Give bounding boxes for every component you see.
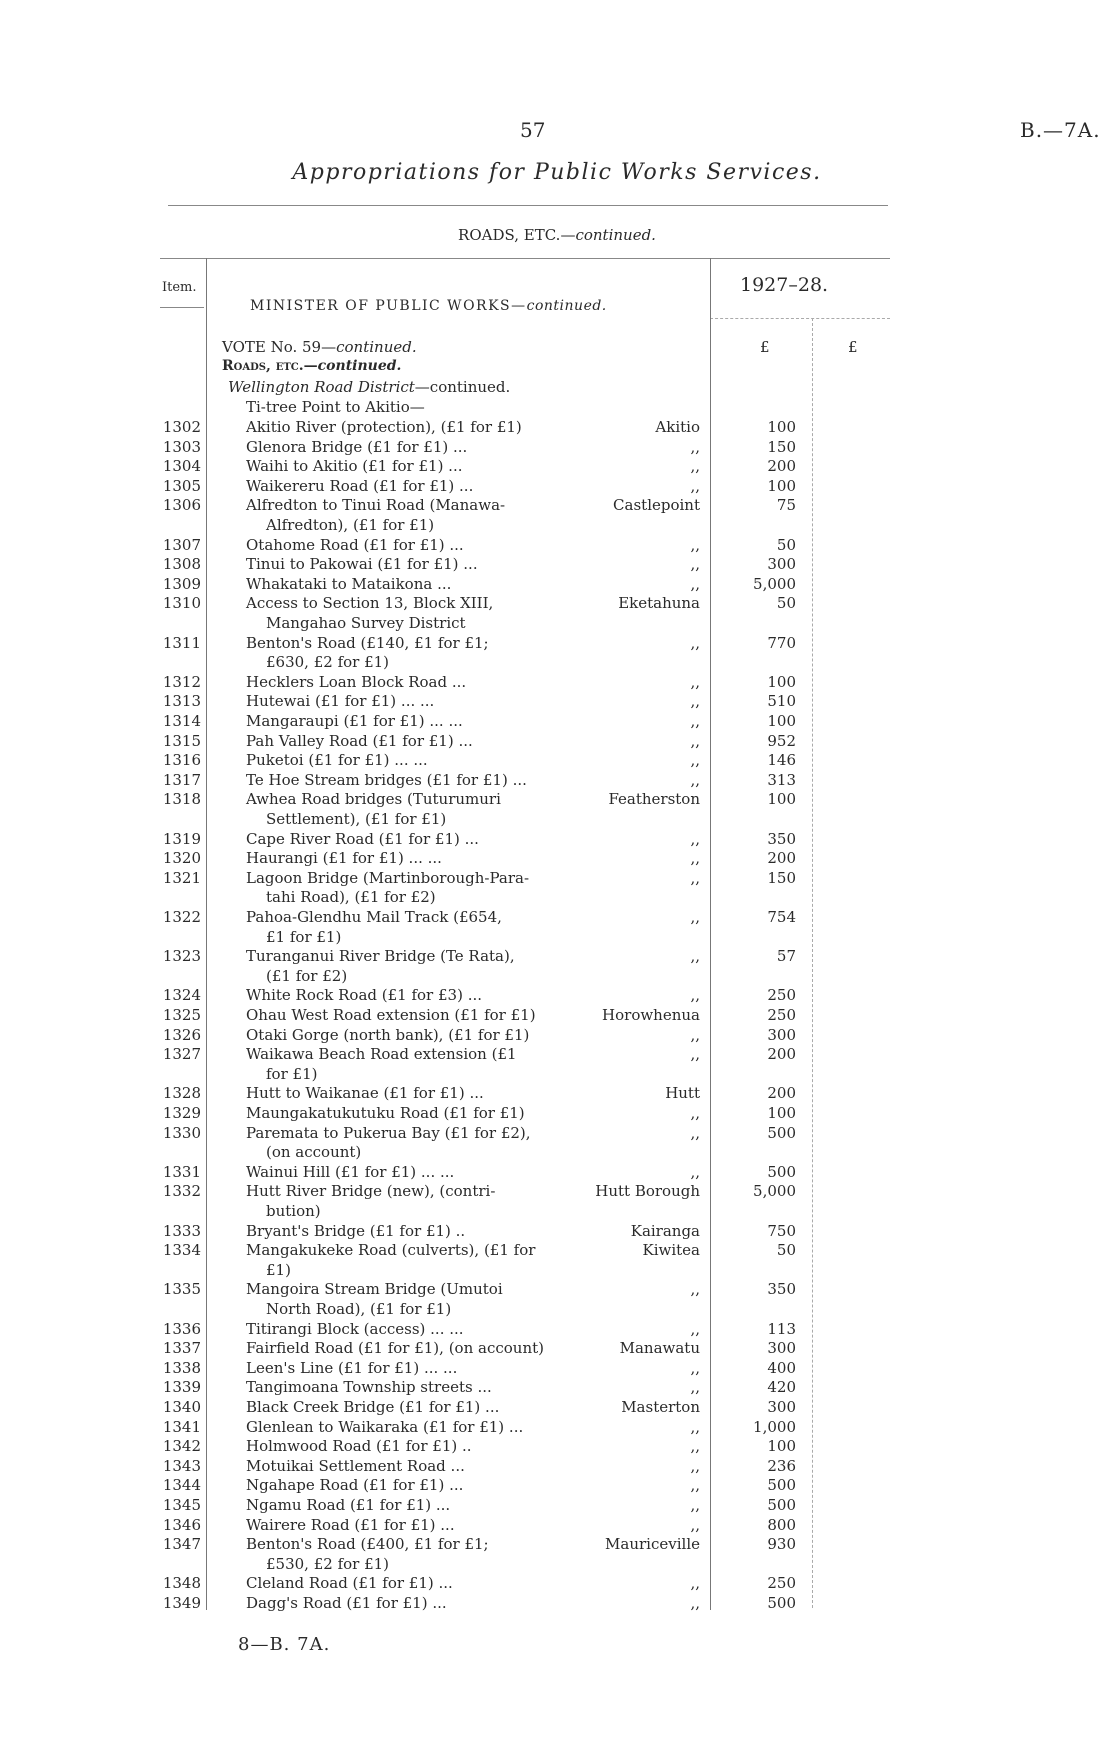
description-column-rule — [206, 258, 207, 1610]
description-line: Ohau West Road extension (£1 for £1) — [246, 1006, 536, 1024]
table-top-rule — [160, 258, 890, 259]
item-amount: 952 — [767, 731, 796, 750]
item-number: 1309 — [162, 574, 201, 593]
item-description — [246, 1437, 571, 1457]
item-amount: 5,000 — [753, 1182, 796, 1201]
item-number: 1314 — [162, 712, 201, 730]
item-amount: 57 — [776, 947, 796, 966]
item-amount: 510 — [767, 692, 796, 711]
item-district: ,, — [690, 751, 700, 770]
item-number: 1328 — [162, 1084, 201, 1103]
item-amount: 50 — [776, 594, 796, 613]
item-description — [246, 732, 571, 752]
item-description — [246, 1084, 571, 1104]
item-number: 1335 — [162, 1280, 201, 1299]
item-description — [246, 1045, 571, 1084]
title-rule — [168, 205, 888, 206]
description-line: Maungakatukutuku Road (£1 for £1) — [246, 1104, 525, 1122]
description-line: Pah Valley Road (£1 for £1) ... — [246, 731, 473, 750]
footer-signature: 8—B. 7A. — [238, 1634, 331, 1655]
roads-heading — [222, 358, 401, 374]
description-line: Cleland Road (£1 for £1) ... — [246, 1574, 453, 1593]
item-description — [246, 849, 571, 869]
item-district: Horowhenua — [602, 1006, 700, 1024]
item-district: ,, — [690, 1045, 700, 1064]
vote-main: VOTE No. 59— — [222, 338, 337, 356]
item-district: ,, — [690, 1437, 700, 1456]
item-description — [246, 477, 571, 497]
item-district: Hutt — [665, 1084, 700, 1103]
item-district: ,, — [690, 986, 700, 1005]
description-line: Hutewai (£1 for £1) ... ... — [246, 692, 435, 711]
subtitle-italic: continued. — [575, 226, 656, 244]
item-description — [246, 1457, 571, 1477]
item-district: ,, — [690, 1104, 700, 1122]
item-amount: 100 — [767, 418, 796, 436]
item-amount: 113 — [767, 1319, 796, 1338]
group-heading: Ti-tree Point to Akitio— — [246, 398, 425, 416]
item-number: 1332 — [162, 1182, 201, 1201]
item-district: Kairanga — [630, 1221, 700, 1240]
item-description — [246, 457, 571, 477]
description-line: Dagg's Road (£1 for £1) ... — [246, 1594, 447, 1612]
description-line: Titirangi Block (access) ... ... — [246, 1319, 464, 1338]
item-number: 1329 — [162, 1104, 201, 1122]
item-amount: 50 — [776, 535, 796, 554]
description-line: Hutt River Bridge (new), (contri- — [246, 1182, 496, 1201]
description-line: White Rock Road (£1 for £3) ... — [246, 986, 483, 1005]
item-district: ,, — [690, 868, 700, 887]
item-district: ,, — [690, 476, 700, 495]
item-number: 1315 — [162, 731, 201, 750]
item-number: 1304 — [162, 457, 201, 476]
item-description — [246, 1124, 571, 1163]
item-amount: 400 — [767, 1358, 796, 1377]
roads-italic: continued. — [317, 358, 402, 374]
item-description — [246, 1418, 571, 1438]
item-district: ,, — [690, 672, 700, 691]
description-line: Hecklers Loan Block Road ... — [246, 672, 467, 691]
item-amount: 200 — [767, 1084, 796, 1103]
item-district: ,, — [690, 1280, 700, 1299]
description-line: North Road), (£1 for £1) — [266, 1299, 452, 1318]
item-description — [246, 1163, 571, 1183]
item-district: ,, — [690, 829, 700, 848]
item-district: ,, — [690, 712, 700, 730]
item-district: ,, — [690, 633, 700, 652]
item-amount: 500 — [767, 1476, 796, 1495]
description-line: Alfredton to Tinui Road (Manawa- — [246, 496, 506, 515]
description-line: Ngamu Road (£1 for £1) ... — [246, 1496, 451, 1514]
item-district: ,, — [690, 1319, 700, 1338]
item-description — [246, 869, 571, 908]
item-amount: 150 — [767, 868, 796, 887]
description-line: tahi Road), (£1 for £2) — [266, 888, 436, 907]
item-amount: 200 — [767, 1045, 796, 1064]
item-district: ,, — [690, 457, 700, 476]
item-district: Akitio — [655, 418, 700, 436]
year-header-rule — [710, 318, 890, 319]
page-number: 57 — [520, 118, 546, 142]
item-description — [246, 1535, 571, 1574]
item-district: ,, — [690, 1025, 700, 1044]
item-description — [246, 1280, 571, 1319]
item-district: Mauriceville — [605, 1535, 700, 1554]
item-description — [246, 947, 571, 986]
item-amount: 146 — [767, 751, 796, 770]
description-line: £1 for £1) — [266, 927, 342, 946]
item-amount: 800 — [767, 1515, 796, 1534]
item-district: Manawatu — [619, 1339, 700, 1358]
description-line: Waikawa Beach Road extension (£1 — [246, 1045, 517, 1064]
description-line: Otaki Gorge (north bank), (£1 for £1) — [246, 1025, 530, 1044]
item-number: 1302 — [162, 418, 201, 436]
item-number: 1311 — [162, 633, 201, 652]
description-line: Glenora Bridge (£1 for £1) ... — [246, 437, 468, 456]
description-line: Motuikai Settlement Road ... — [246, 1456, 465, 1475]
description-line: Benton's Road (£140, £1 for £1; — [246, 633, 489, 652]
item-number: 1323 — [162, 947, 201, 966]
item-description — [246, 555, 571, 575]
item-description — [246, 830, 571, 850]
item-column-header: Item. — [162, 280, 197, 295]
item-district: ,, — [690, 535, 700, 554]
item-amount: 500 — [767, 1594, 796, 1612]
item-amount: 350 — [767, 1280, 796, 1299]
item-number: 1308 — [162, 555, 201, 574]
description-line: Hutt to Waikanae (£1 for £1) ... — [246, 1084, 484, 1103]
item-description — [246, 1594, 571, 1614]
item-description — [246, 790, 571, 829]
item-amount: 200 — [767, 849, 796, 868]
item-description — [246, 1104, 571, 1124]
item-amount: 300 — [767, 1398, 796, 1416]
description-line: Fairfield Road (£1 for £1), (on account) — [246, 1339, 544, 1358]
item-amount: 75 — [776, 496, 796, 515]
item-amount: 200 — [767, 457, 796, 476]
item-number: 1321 — [162, 868, 201, 887]
description-line: Access to Section 13, Block XIII, — [246, 594, 494, 613]
vote-heading — [222, 338, 417, 356]
item-district: ,, — [690, 1378, 700, 1397]
description-line: Lagoon Bridge (Martinborough-Para- — [246, 868, 530, 887]
item-number: 1343 — [162, 1456, 201, 1475]
subtitle-main: ROADS, ETC.— — [458, 226, 576, 244]
item-number: 1322 — [162, 908, 201, 926]
description-line: Puketoi (£1 for £1) ... ... — [246, 751, 428, 770]
item-description — [246, 712, 571, 732]
item-district: Eketahuna — [618, 594, 700, 613]
item-description — [246, 1378, 571, 1398]
description-line: Awhea Road bridges (Tuturumuri — [246, 790, 501, 809]
item-number: 1333 — [162, 1221, 201, 1240]
item-number: 1307 — [162, 535, 201, 554]
item-number: 1318 — [162, 790, 201, 809]
item-district: ,, — [690, 555, 700, 574]
description-line: Mangakukeke Road (culverts), (£1 for — [246, 1241, 536, 1260]
item-number: 1312 — [162, 672, 201, 691]
item-district: ,, — [690, 1496, 700, 1514]
item-description — [246, 751, 571, 771]
item-number: 1337 — [162, 1339, 201, 1358]
item-number: 1340 — [162, 1398, 201, 1416]
item-amount: 300 — [767, 1339, 796, 1358]
item-amount: 750 — [767, 1221, 796, 1240]
item-district: ,, — [690, 1417, 700, 1436]
item-description — [246, 1222, 571, 1242]
item-district: ,, — [690, 1594, 700, 1612]
item-district: ,, — [690, 1162, 700, 1181]
amount-column-rule — [710, 258, 711, 1610]
ministry-heading — [250, 298, 607, 314]
item-description — [246, 1516, 571, 1536]
description-line: Whakataki to Mataikona ... — [246, 574, 452, 593]
item-number: 1316 — [162, 751, 201, 770]
description-line: (on account) — [266, 1143, 362, 1162]
item-amount: 250 — [767, 1006, 796, 1024]
item-district: Masterton — [621, 1398, 700, 1416]
item-district: ,, — [690, 1574, 700, 1593]
district-heading — [228, 378, 510, 396]
description-line: Cape River Road (£1 for £1) ... — [246, 829, 479, 848]
item-amount: 313 — [767, 770, 796, 789]
item-number: 1345 — [162, 1496, 201, 1514]
item-district: ,, — [690, 1476, 700, 1495]
item-amount: 500 — [767, 1123, 796, 1142]
item-description — [246, 594, 571, 633]
year-column-header: 1927–28. — [740, 274, 829, 296]
description-line: Turanganui River Bridge (Te Rata), — [246, 947, 515, 966]
ministry-italic: continued. — [526, 298, 607, 314]
description-line: Akitio River (protection), (£1 for £1) — [246, 418, 522, 436]
item-amount: 250 — [767, 1574, 796, 1593]
item-description — [246, 673, 571, 693]
vote-italic: continued. — [336, 338, 417, 356]
item-header-rule — [160, 307, 204, 308]
item-district: Castlepoint — [613, 496, 700, 515]
description-line: Mangaraupi (£1 for £1) ... ... — [246, 712, 463, 730]
item-district: Hutt Borough — [595, 1182, 700, 1201]
item-description — [246, 1320, 571, 1340]
description-line: Mangoira Stream Bridge (Umutoi — [246, 1280, 503, 1299]
item-description — [246, 1359, 571, 1379]
item-amount: 5,000 — [753, 574, 796, 593]
roads-main: Roads, etc.— — [222, 358, 318, 374]
item-description — [246, 1398, 571, 1418]
description-line: £630, £2 for £1) — [266, 653, 390, 672]
item-amount: 500 — [767, 1162, 796, 1181]
description-line: Te Hoe Stream bridges (£1 for £1) ... — [246, 770, 527, 789]
item-district: ,, — [690, 437, 700, 456]
description-line: Glenlean to Waikaraka (£1 for £1) ... — [246, 1417, 524, 1436]
item-amount: 100 — [767, 1104, 796, 1122]
item-description — [246, 1241, 571, 1280]
item-amount: 100 — [767, 1437, 796, 1456]
description-line: Mangahao Survey District — [266, 613, 466, 632]
item-number: 1336 — [162, 1319, 201, 1338]
item-number: 1327 — [162, 1045, 201, 1064]
item-number: 1339 — [162, 1378, 201, 1397]
item-number: 1346 — [162, 1515, 201, 1534]
description-line: Holmwood Road (£1 for £1) .. — [246, 1437, 472, 1456]
item-number: 1334 — [162, 1241, 201, 1260]
item-district: ,, — [690, 1456, 700, 1475]
item-description — [246, 1182, 571, 1221]
description-line: Wainui Hill (£1 for £1) ... ... — [246, 1162, 455, 1181]
item-number: 1330 — [162, 1123, 201, 1142]
description-line: Tangimoana Township streets ... — [246, 1378, 492, 1397]
item-number: 1342 — [162, 1437, 201, 1456]
item-description — [246, 986, 571, 1006]
item-amount: 420 — [767, 1378, 796, 1397]
item-amount: 300 — [767, 1025, 796, 1044]
item-district: ,, — [690, 1515, 700, 1534]
item-district: ,, — [690, 908, 700, 926]
item-description — [246, 1574, 571, 1594]
description-line: Waihi to Akitio (£1 for £1) ... — [246, 457, 463, 476]
item-amount: 236 — [767, 1456, 796, 1475]
item-number: 1310 — [162, 594, 201, 613]
item-number: 1317 — [162, 770, 201, 789]
description-line: Pahoa-Glendhu Mail Track (£654, — [246, 908, 502, 926]
item-number: 1319 — [162, 829, 201, 848]
item-number: 1331 — [162, 1162, 201, 1181]
item-number: 1344 — [162, 1476, 201, 1495]
item-amount: 500 — [767, 1496, 796, 1514]
item-number: 1326 — [162, 1025, 201, 1044]
item-amount: 754 — [767, 908, 796, 926]
description-line: Haurangi (£1 for £1) ... ... — [246, 849, 442, 868]
item-amount: 300 — [767, 555, 796, 574]
description-line: Paremata to Pukerua Bay (£1 for £2), — [246, 1123, 531, 1142]
item-amount: 100 — [767, 712, 796, 730]
description-line: Wairere Road (£1 for £1) ... — [246, 1515, 455, 1534]
description-line: for £1) — [266, 1064, 318, 1083]
item-district: ,, — [690, 947, 700, 966]
description-line: bution) — [266, 1201, 321, 1220]
item-number: 1347 — [162, 1535, 201, 1554]
item-district: Kiwitea — [642, 1241, 700, 1260]
page-title: Appropriations for Public Works Services. — [292, 160, 822, 185]
description-line: Black Creek Bridge (£1 for £1) ... — [246, 1398, 500, 1416]
ministry-main: MINISTER OF PUBLIC WORKS— — [250, 298, 527, 314]
item-amount: 770 — [767, 633, 796, 652]
description-line: Settlement), (£1 for £1) — [266, 809, 447, 828]
item-district: Featherston — [608, 790, 700, 809]
description-line: Leen's Line (£1 for £1) ... ... — [246, 1358, 458, 1377]
item-description — [246, 634, 571, 673]
district-italic: Wellington Road District — [228, 378, 415, 396]
item-description — [246, 496, 571, 535]
item-district: ,, — [690, 770, 700, 789]
currency-symbol-1: £ — [760, 338, 770, 356]
item-description — [246, 1496, 571, 1516]
item-number: 1338 — [162, 1358, 201, 1377]
item-number: 1303 — [162, 437, 201, 456]
description-line: £530, £2 for £1) — [266, 1554, 390, 1573]
item-number: 1325 — [162, 1006, 201, 1024]
item-amount: 50 — [776, 1241, 796, 1260]
item-number: 1324 — [162, 986, 201, 1005]
item-description — [246, 536, 571, 556]
item-number: 1341 — [162, 1417, 201, 1436]
item-number: 1349 — [162, 1594, 201, 1612]
description-line: (£1 for £2) — [266, 966, 348, 985]
item-district: ,, — [690, 849, 700, 868]
item-amount: 350 — [767, 829, 796, 848]
item-district: ,, — [690, 692, 700, 711]
item-description — [246, 1339, 571, 1359]
document-reference: B.—7A. — [1020, 118, 1101, 142]
item-amount: 100 — [767, 476, 796, 495]
description-line: Waikereru Road (£1 for £1) ... — [246, 476, 474, 495]
item-description — [246, 908, 571, 947]
item-amount: 250 — [767, 986, 796, 1005]
item-district: ,, — [690, 574, 700, 593]
description-line: Ngahape Road (£1 for £1) ... — [246, 1476, 464, 1495]
item-amount: 930 — [767, 1535, 796, 1554]
item-district: ,, — [690, 1358, 700, 1377]
description-line: Alfredton), (£1 for £1) — [266, 515, 435, 534]
item-number: 1313 — [162, 692, 201, 711]
section-subtitle — [0, 226, 1114, 244]
item-description — [246, 771, 571, 791]
subtotal-column-rule — [812, 318, 813, 1608]
item-amount: 1,000 — [753, 1417, 796, 1436]
description-line: Tinui to Pakowai (£1 for £1) ... — [246, 555, 478, 574]
currency-symbol-2: £ — [848, 338, 858, 356]
description-line: Benton's Road (£400, £1 for £1; — [246, 1535, 489, 1554]
description-line: Otahome Road (£1 for £1) ... — [246, 535, 464, 554]
item-number: 1306 — [162, 496, 201, 515]
description-line: £1) — [266, 1260, 291, 1279]
item-description — [246, 438, 571, 458]
item-number: 1320 — [162, 849, 201, 868]
item-description — [246, 692, 571, 712]
item-amount: 150 — [767, 437, 796, 456]
item-description — [246, 1476, 571, 1496]
item-description — [246, 418, 571, 438]
description-line: Bryant's Bridge (£1 for £1) .. — [246, 1221, 466, 1240]
item-district: ,, — [690, 731, 700, 750]
item-description — [246, 1026, 571, 1046]
item-amount: 100 — [767, 672, 796, 691]
item-number: 1305 — [162, 476, 201, 495]
item-description — [246, 1006, 571, 1026]
item-number: 1348 — [162, 1574, 201, 1593]
item-amount: 100 — [767, 790, 796, 809]
district-rest: —continued. — [414, 378, 511, 396]
item-description — [246, 575, 571, 595]
item-district: ,, — [690, 1123, 700, 1142]
